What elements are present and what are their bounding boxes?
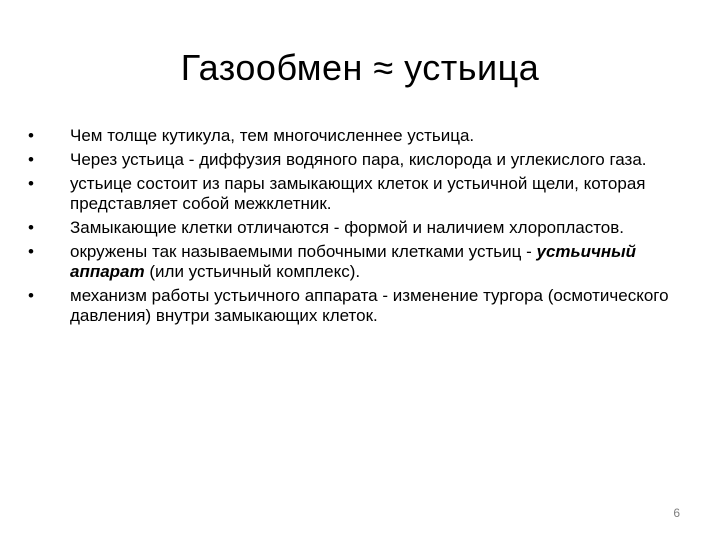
bullet-dot: • [28, 242, 34, 261]
bullet-text: устьице состоит из пары замыкающих клеток и устьичной щели, которая представляет собой межклетник. [70, 174, 646, 213]
bullet-text: Чем толще кутикула, тем многочисленнее устьица. [70, 126, 475, 145]
bullet-item [28, 242, 688, 282]
bullet-text: Замыкающие клетки отличаются - формой и наличием хлоропластов. [70, 218, 625, 237]
bullet-text: Через устьица - диффузия водяного пара, кислорода и углекислого газа. [70, 150, 647, 169]
bullet-text-after: (или устьичный комплекс). [144, 262, 361, 281]
bullet-dot: • [28, 286, 34, 305]
bullet-list [28, 126, 688, 330]
bullet-item [28, 174, 688, 214]
bullet-dot: • [28, 126, 34, 145]
bullet-dot: • [28, 218, 34, 237]
bullet-item [28, 286, 688, 326]
bullet-item [28, 150, 688, 170]
bullet-text-before: окружены так называемыми побочными клетками устьиц - [70, 242, 537, 261]
page-number: 6 [673, 506, 680, 520]
bullet-text: механизм работы устьичного аппарата - изменение тургора (осмотического давления) внутри замыкающих клеток. [70, 286, 669, 325]
bullet-item [28, 126, 688, 146]
bullet-item [28, 218, 688, 238]
bullet-dot: • [28, 174, 34, 193]
bullet-dot: • [28, 150, 34, 169]
bullet-text-emphasis: устьичный аппарат [70, 242, 637, 281]
bullet-text [70, 242, 636, 281]
slide-title: Газообмен ≈ устьица [180, 47, 540, 88]
